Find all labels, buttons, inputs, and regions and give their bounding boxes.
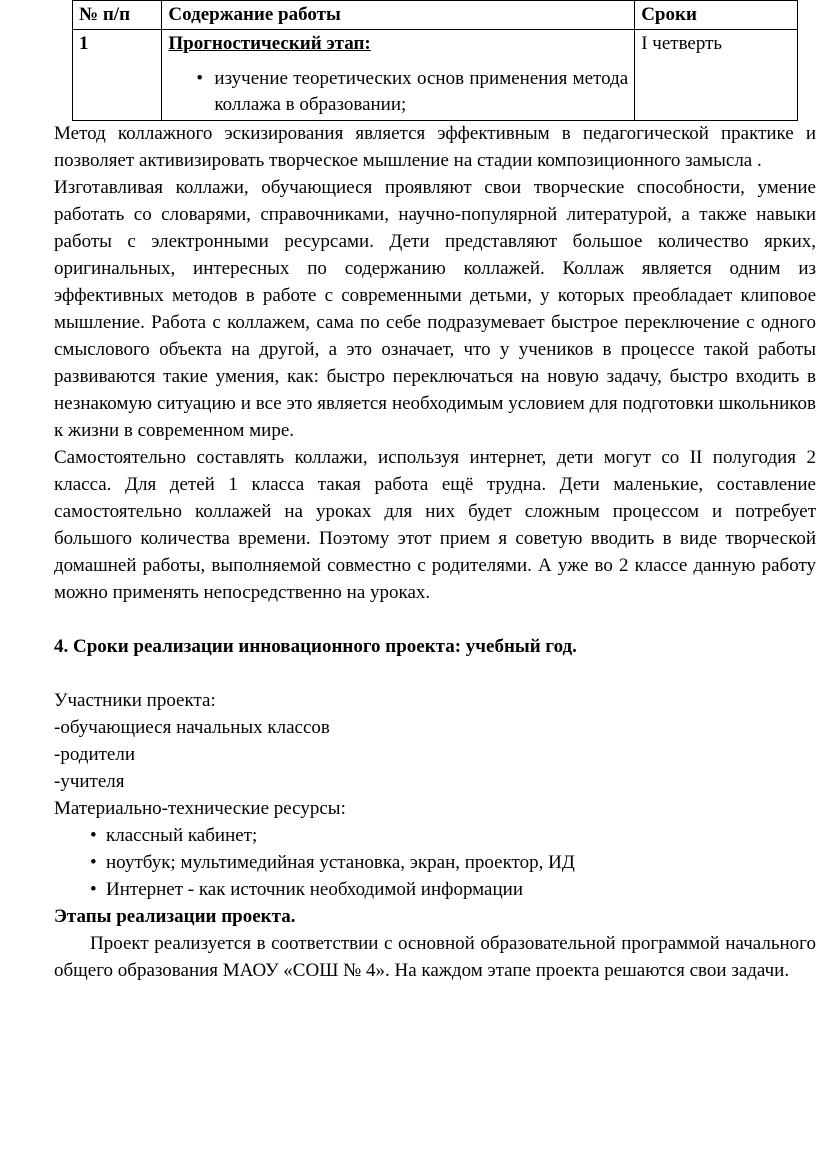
bullet-glyph: • (90, 825, 97, 846)
body-text (54, 120, 816, 984)
stage-title: Прогностический этап: (168, 33, 371, 54)
row-term: I четверть (635, 30, 798, 121)
participants-label: Участники проекта: (54, 690, 216, 711)
table-row (73, 30, 798, 121)
paragraph-1: Метод коллажного эскизирования является эффективным в педагогической практике и позволяет активизировать творческое мышление на стадии композиционного замысла . (54, 123, 816, 171)
bullet-glyph: • (90, 852, 97, 873)
participant-item: -обучающиеся начальных классов (54, 717, 330, 738)
resource-text: классный кабинет; (106, 825, 258, 846)
header-content: Содержание работы (162, 1, 635, 30)
resource-item (54, 876, 816, 903)
final-paragraph: Проект реализуется в соответствии с основной образовательной программой начального общего образования МАОУ «СОШ № 4». На каждом этапе проекта решаются свои задачи. (54, 933, 816, 981)
header-term: Сроки (635, 1, 798, 30)
resource-item (54, 849, 816, 876)
paragraph-3: Самостоятельно составлять коллажи, используя интернет, дети могут со II полугодия 2 класса. Для детей 1 класса такая работа ещё трудна. Дети маленькие, составление самостоятельно коллажей на уроках для них будет сложным процессом и потребует большого количества времени. Поэтому этот прием я советую вводить в виде творческой домашней работы, выполняемой совместно с родителями. А уже во 2 классе данную работу можно применять непосредственно на уроках. (54, 447, 816, 603)
stage-bullet-text: изучение теоретических основ применения метода коллажа в образовании; (214, 68, 629, 115)
row-number: 1 (73, 30, 162, 121)
stages-heading: Этапы реализации проекта. (54, 906, 296, 927)
section-4-heading: 4. Сроки реализации инновационного проекта: учебный год. (54, 636, 577, 657)
bullet-glyph: • (90, 879, 97, 900)
paragraph-2: Изготавливая коллажи, обучающиеся проявляют свои творческие способности, умение работать со словарями, справочниками, научно-популярной литературой, а также навыки работы с электронными ресурсами. Дети представляют большое количество ярких, оригинальных, интересных по содержанию коллажей. Коллаж является одним из эффективных методов в работе с современными детьми, у которых преобладает клиповое мышление. Работа с коллажем, сама по себе подразумевает быстрое переключение с одного смыслового объекта на другой, а это означает, что у учеников в процессе такой работы развиваются такие умения, как: быстро переключаться на новую задачу, быстро входить в незнакомую ситуацию и все это является необходимым условием для подготовки школьников к жизни в современном мире. (54, 177, 816, 441)
resource-text: Интернет - как источник необходимой информации (106, 879, 523, 900)
resource-text: ноутбук; мультимедийная установка, экран, проектор, ИД (106, 852, 575, 873)
plan-table (72, 0, 798, 121)
row-content (162, 30, 635, 121)
bullet-glyph: • (196, 68, 204, 89)
resource-item (54, 822, 816, 849)
participant-item: -учителя (54, 771, 125, 792)
header-number: № п/п (73, 1, 162, 30)
participant-item: -родители (54, 744, 136, 765)
stage-bullet (168, 66, 628, 118)
resources-label: Материально-технические ресурсы: (54, 798, 346, 819)
table-header-row (73, 1, 798, 30)
